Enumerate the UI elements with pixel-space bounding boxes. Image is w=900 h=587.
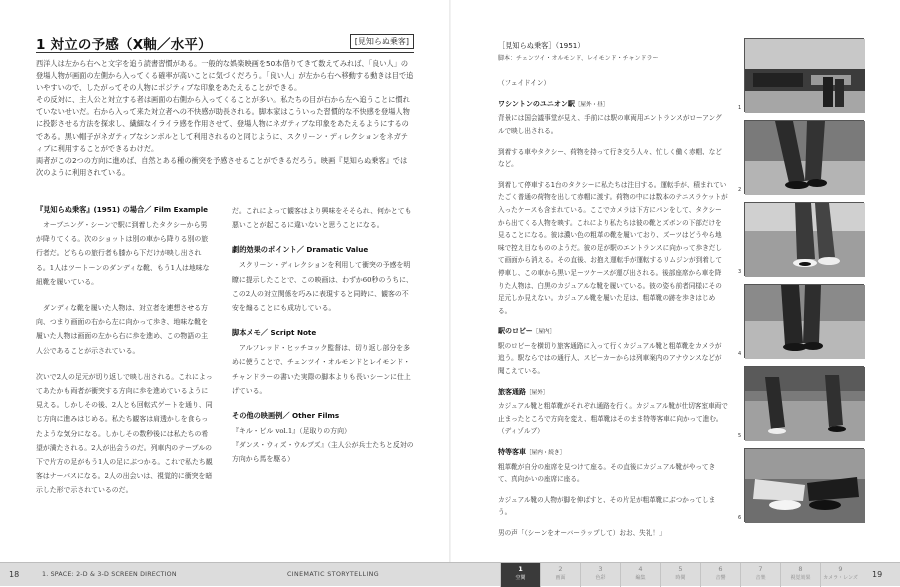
film-still — [738, 448, 864, 522]
dramatic-value-heading: 劇的効果のポイント／ Dramatic Value — [232, 245, 369, 255]
other-films-heading: その他の映画例／ Other Films — [232, 411, 340, 421]
scene-slug-note: ［屋外・昼］ — [574, 101, 609, 108]
shoes-bump-still — [745, 449, 865, 523]
body-paragraph: オープニング・シーンで駅に到着したタクシーから男が降りてくる。次のショットは別の車から降りる別の旅行者だ。どちらの旅行者も膝から下だけが映し出される。1人はツートーンのダンディな靴、もう1人は地味な紐靴を履いている。 — [36, 221, 210, 286]
right-page-number: 19 — [872, 570, 883, 579]
tab-label: 音楽 — [755, 575, 766, 581]
chapter-tab-4[interactable] — [620, 563, 660, 587]
film-example-heading: 『見知らぬ乗客』(1951) の場合／ Film Example — [36, 205, 209, 214]
tab-number: 5 — [678, 565, 683, 573]
still-number: 4 — [738, 351, 742, 357]
script-note-text: アルフレッド・ヒッチコック監督は、切り返し部分を多めに使うことで、チェンツイ・オルモンドとレイモンド・チャンドラーの書いた実際の脚本よりも長いシーンに仕上げている。 — [232, 344, 411, 395]
intro-text — [36, 58, 414, 179]
scene-paragraph: 駅のロビーを横切り旅客通路に入って行くカジュアル靴と粗革靴をカメラが追う。駅ならではの通行人、スピーカーからは列車案内のアナウンスなどが聞こえている。 — [498, 341, 722, 376]
notes-column — [232, 204, 414, 467]
other-film-item: 『キル・ビル vol.1』（足取りの方向） — [232, 427, 351, 436]
body-paragraph: ダンディな靴を履いた人物は、対立者を連想させる方向、つまり画面の右から左に向かって歩き、地味な靴を履いた人物は画面の左から右に歩を進め、この物語の主人公であることが示されている。 — [36, 304, 208, 355]
chapter-tab-9[interactable] — [820, 563, 860, 587]
still-number: 1 — [738, 105, 742, 111]
scene-slug: ワシントンのユニオン駅 — [498, 99, 575, 108]
scene-heading — [498, 98, 728, 112]
film-example-column — [36, 204, 214, 510]
screenplay-credit: 脚本：チェンツイ・オルモンド、レイモンド・チャンドラー — [498, 54, 659, 62]
scene-slug-note: ［屋外］ — [526, 389, 549, 396]
screenplay-heading: ［見知らぬ乗客］（1951） — [498, 41, 585, 50]
tab-number: 2 — [558, 565, 563, 573]
other-film-item: 『ダンス・ウィズ・ウルブズ』（主人公が兵士たちと反対の方向から馬を駆る） — [232, 441, 414, 464]
chapter-label: 1. SPACE: 2-D & 3-D SCREEN DIRECTION — [42, 571, 177, 578]
taxi-arrival-still — [745, 39, 865, 113]
film-still — [738, 284, 864, 358]
body-paragraph: 次いで2人の足元が切り返しで映し出される。これによってあたかも両者が衝突する方向に歩を進めているように見える。しかしその後、2人とも回転式ゲートを通り、同じ方向に進みはじめる。私たち観客は肩透かしを食らったような気分になる。しかしその数秒後には私たちの希望が満たされる。2人が出会うのだ。列車内のテーブルの下で片方の足がもう1人の足にぶつかる。これで私たち観客はナーバスになる。2人の出会いは、視覚的に衝突を暗示した形で示されているのだ。 — [36, 372, 213, 495]
page-title: 1 対立の予感（X軸／水平） — [36, 37, 212, 53]
scene-slug: 駅のロビー — [498, 327, 533, 336]
tab-number: 8 — [798, 565, 803, 573]
series-label: CINEMATIC STORYTELLING — [287, 571, 380, 578]
still-number: 5 — [738, 433, 742, 439]
tab-label: 視覚効果 — [790, 575, 811, 581]
chapter-tab-3[interactable] — [580, 563, 620, 587]
film-still — [738, 366, 864, 440]
film-tag: [見知らぬ乗客] — [350, 34, 414, 49]
still-number: 6 — [738, 515, 742, 521]
film-still — [738, 120, 864, 194]
tab-number: 1 — [518, 565, 523, 573]
chapter-tab-6[interactable] — [700, 563, 740, 587]
still-number: 3 — [738, 269, 742, 275]
tab-label: 音響 — [715, 575, 726, 581]
scene-slug: 特等客車 — [498, 448, 526, 457]
scene-paragraph: カジュアル靴の人物が脚を伸ばすと、その片足が粗革靴にぶつかってしまう。 — [498, 495, 716, 517]
scene-slug: 旅客通路 — [498, 387, 526, 396]
tab-label: 空間 — [515, 575, 526, 581]
continued-paragraph: だ。これによって観客はより興味をそそられ、何かとても悪いことが起こるに違いないと思うことになる。 — [232, 207, 412, 230]
tab-label: 色彩 — [595, 575, 606, 581]
scene-heading — [498, 386, 728, 400]
platform-still — [745, 367, 865, 441]
tab-number: 4 — [638, 565, 643, 573]
chapter-tab-8[interactable] — [780, 563, 820, 587]
left-page-number: 18 — [9, 570, 20, 579]
fade-in: （フェイドイン） — [498, 79, 551, 88]
chapter-tabs — [500, 563, 860, 587]
legs-walking-still — [745, 121, 865, 195]
script-note-heading: 脚本メモ／ Script Note — [232, 328, 317, 338]
scene-paragraph: 到着して停車する1台のタクシーに私たちは注目する。運転手が、積まれていたごく普通の荷物を出して赤帽に渡す。荷物の中には数本のテニスラケットが入ったケースも含まれている。ここでカメラは下方にパンをして、タクシーから出てくる人物を映す。これにより私たちは彼の靴とズボンの下部だけを見ることになる。彼は濃い色の粗革の靴を履いており、ズーツはどうやら地味で控え目なもののようだ。彼の足が駅のエントランスに向かって歩きだして画面から消える。その直後、お抱え運転手が運転するリムジンが到着して停車し、この車から黒い足ーツケースが運び出される。後部座席から車を降りた人物は、白黒のカジュアルな靴を履いている。彼の姿も前者同様にその足元しか見えない。カジュアル靴を履いた足は、粗革靴の跡を歩きはじめる。 — [498, 180, 728, 315]
tab-number: 7 — [758, 565, 763, 573]
two-tone-shoes-still — [745, 203, 865, 277]
intro-paragraph: 西洋人は左から右へと文字を追う読書習慣がある。一般的な娯楽映画を50本借りてきて数えてみれば、「良い人」の登場人物が画面の左側から入ってくる確率が高いことに気づくだろう。「良い人」が左から右へ移動する動きは目で追いやすいので、したがってその人物にポジティブな印象をあたえることができる。 — [36, 59, 414, 93]
tab-label: 時間 — [675, 575, 686, 581]
dialogue-line: 男の声「（シーンをオーバーラップして）おお、失礼！」 — [498, 529, 666, 537]
chapter-tab-5[interactable] — [660, 563, 700, 587]
chapter-tab-1[interactable] — [500, 563, 540, 587]
dramatic-value-text: スクリーン・ディレクションを利用して衝突の予感を明瞭に提示したことで、この映画は、わずか60秒のうちに、この2人の対立関係を巧みに表現すると同時に、観客の不安を煽ることにも成功している。 — [232, 261, 413, 313]
still-number: 2 — [738, 187, 742, 193]
scene-paragraph: カジュアル靴と粗革靴がそれぞれ通路を行く。カジュアル靴が仕切客室車両で止まったところで方向を変え、粗革靴はそのまま特等客車に向かって進む。（ディゾルブ） — [498, 402, 728, 436]
lobby-walk-still — [745, 285, 865, 359]
scene-paragraph: 背景には国会議事堂が見え、手前には駅の車両用エントランスがローアングルで映し出される。 — [498, 114, 722, 135]
intro-paragraph: その反対に、主人公と対立する者は画面の右側から入ってくることが多い。私たちの目が右から左へ追うことに慣れていないせいだ。右から入って来た対立者への不快感が助長される。脚本家はこういった習慣的な不快感を登場人物に投影させる方法を探求し、繊細なイライラ感を作用させて、登場人物にネガティブな印象をあたえるようにするのである。黒い帽子がネガティブなシンボルとして利用されるのと同じように、スクリーン・ディレクションをネガティブに利用することができるわけだ。 — [36, 95, 410, 153]
scene-heading — [498, 446, 728, 460]
scene-paragraph: 粗革靴が自分の座席を見つけて座る。その直後にカジュアル靴がやってきて、真向かいの座席に座る。 — [498, 462, 716, 484]
scene-paragraph: 到着する車やタクシー、荷物を持って行き交う人々、忙しく働く赤帽、などなど。 — [498, 147, 722, 169]
intro-paragraph: 両者がこの2つの方向に進めば、自然とある種の衝突を予感させることができるだろう。映画『見知らぬ乗客』では次のように利用されている。 — [36, 155, 408, 177]
scene-heading — [498, 325, 728, 339]
section-title-row — [36, 33, 414, 53]
tab-number: 9 — [838, 565, 843, 573]
tab-label: 編集 — [635, 575, 646, 581]
tab-number: 3 — [598, 565, 603, 573]
scene-slug-note: ［屋内・続き］ — [526, 450, 566, 457]
chapter-tab-7[interactable] — [740, 563, 780, 587]
film-stills — [738, 38, 864, 530]
film-still — [738, 38, 864, 112]
footer-bar — [0, 562, 900, 586]
tab-label: カメラ・レンズ — [823, 575, 858, 581]
screenplay-excerpt — [498, 40, 728, 540]
film-still — [738, 202, 864, 276]
tab-label: 画面 — [555, 575, 566, 581]
scene-slug-note: ［屋内］ — [532, 329, 556, 336]
chapter-tab-2[interactable] — [540, 563, 580, 587]
tab-number: 6 — [718, 565, 723, 573]
